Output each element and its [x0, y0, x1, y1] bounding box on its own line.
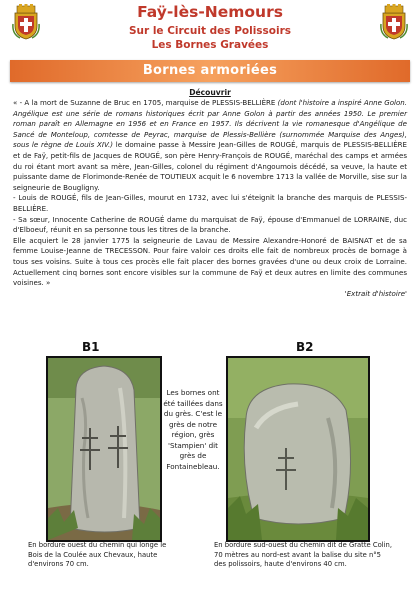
section-heading: Découvrir — [189, 88, 231, 97]
boundary-stone-photo-b2 — [226, 356, 370, 542]
photo-label-b1: B1 — [82, 340, 100, 354]
photo-label-b2: B2 — [296, 340, 314, 354]
paragraph-3: - Sa sœur, Innocente Catherine de ROUGÉ dame du marquisat de Faÿ, épouse d'Emmanuel de LORRAINE, duc d'Elboeuf, réunit en sa personne tous les titres de la branche. — [13, 214, 407, 235]
p1-start: « - A la mort de Suzanne de Bruc en 1705, marquise de PLESSIS-BELLIÈRE — [13, 98, 278, 107]
banner-label: Bornes armoriées — [142, 63, 278, 78]
boundary-stone-photo-b1 — [46, 356, 162, 542]
paragraph-1 — [13, 98, 407, 193]
paragraph-2: - Louis de ROUGÉ, fils de Jean-Gilles, mourut en 1732, avec lui s'éteignit la branche des marquis de PLESSIS- BELLIÈRE. — [13, 193, 407, 213]
photo-caption-b2: En bordure sud-ouest du chemin dit de Gratte Colin, 70 mètres au nord-est avant la balise du site n°5 des polissoirs, haute d'environs 40 cm. — [214, 541, 392, 569]
photo-caption-b1: En bordure ouest du chemin qui longe le Bois de la Coulée aux Chevaux, haute d'environs 70 cm. — [28, 541, 167, 569]
page-title: Faÿ-lès-Nemours — [137, 3, 283, 21]
page-subtitle-2: Les Bornes Gravées — [151, 39, 269, 51]
p1-end: le domaine passe à Messire Jean-Gilles de ROUGÉ, marquis de PLESSIS-BELLIÈRE et de Faÿ, petit-fils de Jacques de ROUGÉ, son père Henry-François de ROUGÉ, maréchal des camps et armées du roi étant mort avant sa mère, Jean-Gilles, colonel du régiment d'Angoumois décédé, sa veuve, la haute et puissante dame de Florimonde-Renée de TOUTIEUX acquit le 6 novembre 1713 la vallée de Morville, sise sur la seigneurie de Bougligny. — [13, 140, 407, 192]
section-banner — [10, 60, 410, 82]
history-text — [13, 98, 407, 299]
page-subtitle: Sur le Circuit des Polissoirs — [128, 25, 292, 37]
source-note: 'Extrait d'histoire' — [344, 288, 407, 298]
stone-material-note: Les bornes ont été taillées dans du grès. C'est le grès de notre région, grès 'Stampien' dit grès de Fontainebleau. — [163, 388, 223, 471]
paragraph-4: Elle acquiert le 28 janvier 1775 la seigneurie de Lavau de Messire Alexandre-Honoré de BAISNAT et de sa femme Louise-Jeanne de TRECESSON. Pour faire valoir ces droits elle fait de nombreux procès de bornage à tous ses voisins. Suite à tous ces procès elle fait placer des bornes gravées d'une ou deux croix de Lorraine. Actuellement cinq bornes sont encore visibles sur la commune de Faÿ et deux autres en limite des communes voisines. » — [13, 235, 407, 288]
p1-italic-note: (dont l'histoire a inspiré Anne Golon. Angélique est une série de romans historiques écrit par Anne Golon à partir des années 1950. Le premier roman paraît en Allemagne en 1956 et en France en 1957. Ils décrivent la vie romanesque d'Angélique de Sancé de Monteloup, comtesse de Peyrac, marquise de Plessis-Bellière (surnommée Marquise des Anges), sous le règne de Louis XIV.) — [13, 98, 407, 150]
